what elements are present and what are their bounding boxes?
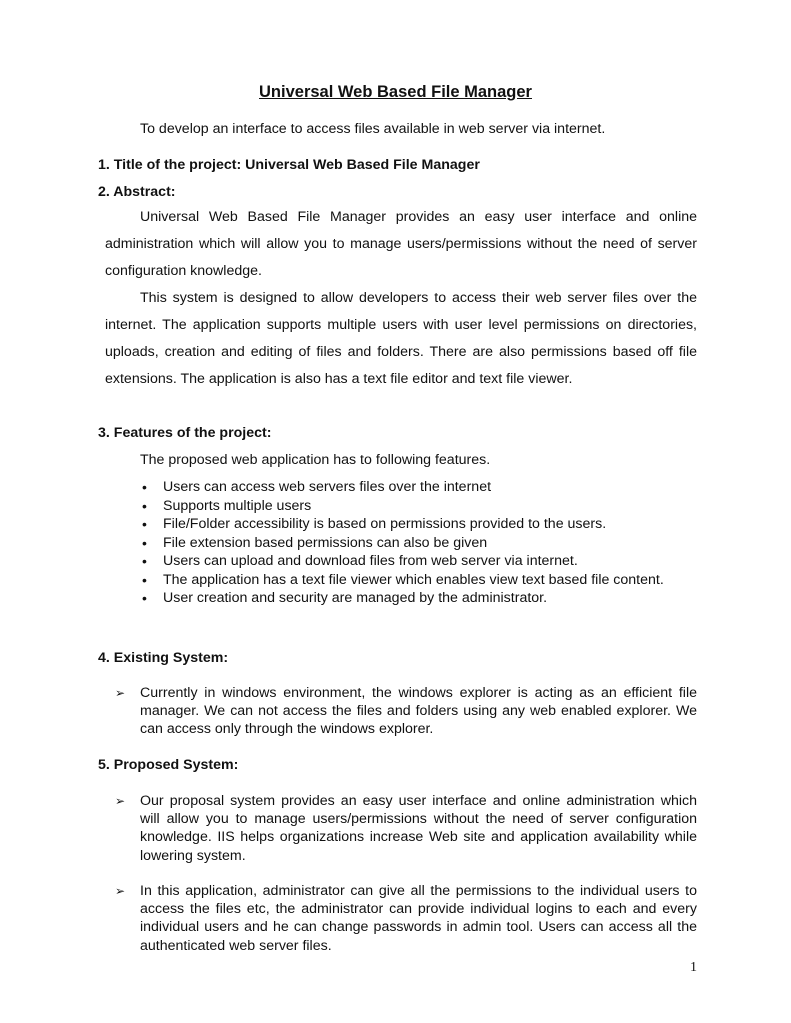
list-item: • Users can access web servers files over the internet bbox=[142, 479, 492, 495]
bullet-icon: • bbox=[142, 571, 147, 588]
bullet-icon: • bbox=[142, 497, 147, 514]
document-subtitle: To develop an interface to access files available in web server via internet. bbox=[140, 121, 606, 137]
list-item: • File extension based permissions can also be given bbox=[142, 534, 488, 551]
document-title: Universal Web Based File Manager bbox=[259, 83, 532, 101]
proposed-system-item-2: ➢ In this application, administrator can give all the permissions to the individual users to access the files etc, the administrator can provide individual logins to each and every individual users and he can change passwords in admin tool. Users can access all the authenticated web server files. bbox=[115, 883, 697, 954]
section-5-heading: 5. Proposed System: bbox=[98, 757, 239, 773]
bullet-icon: • bbox=[142, 479, 147, 495]
abstract-paragraph-2: This system is designed to allow developers to access their web server files over the internet. The application supports multiple users with user level permissions on directories, uploads, creation and editing of files and folders. There are also permissions based off file extensions. The application is also has a text file editor and text file viewer. bbox=[105, 290, 697, 387]
section-1-heading: 1. Title of the project: Universal Web Based File Manager bbox=[98, 157, 480, 173]
features-list bbox=[140, 478, 697, 608]
list-item: • Users can upload and download files from web server via internet. bbox=[142, 553, 578, 569]
list-item: • File/Folder accessibility is based on permissions provided to the users. bbox=[142, 516, 607, 532]
bullet-icon: • bbox=[142, 534, 147, 551]
list-item: • Supports multiple users bbox=[142, 497, 312, 514]
existing-system-item: ➢ Currently in windows environment, the windows explorer is acting as an efficient file manager. We can not access the files and folders using any web enabled explorer. We can access only through the windows explorer. bbox=[115, 685, 697, 738]
bullet-icon: • bbox=[142, 553, 147, 569]
proposed-system-item-1: ➢ Our proposal system provides an easy user interface and online administration which will allow you to manage users/permissions without the need of server configuration knowledge. IIS helps organizations increase Web site and application availability while lowering system. bbox=[115, 793, 697, 864]
bullet-icon: • bbox=[142, 590, 147, 606]
abstract-paragraph-1: Universal Web Based File Manager provides an easy user interface and online administration which will allow you to manage users/permissions without the need of server configuration knowledge. bbox=[105, 209, 697, 279]
page-number: 1 bbox=[690, 960, 697, 975]
arrow-bullet-icon: ➢ bbox=[115, 884, 126, 898]
arrow-bullet-icon: ➢ bbox=[115, 686, 126, 700]
section-4-heading: 4. Existing System: bbox=[98, 650, 229, 666]
list-item: • The application has a text file viewer which enables view text based file content. bbox=[142, 571, 664, 588]
bullet-icon: • bbox=[142, 516, 147, 532]
list-item: • User creation and security are managed by the administrator. bbox=[142, 590, 548, 606]
section-2-heading: 2. Abstract: bbox=[98, 184, 176, 200]
features-intro: The proposed web application has to following features. bbox=[140, 452, 491, 468]
arrow-bullet-icon: ➢ bbox=[115, 794, 126, 808]
section-3-heading: 3. Features of the project: bbox=[98, 425, 272, 441]
